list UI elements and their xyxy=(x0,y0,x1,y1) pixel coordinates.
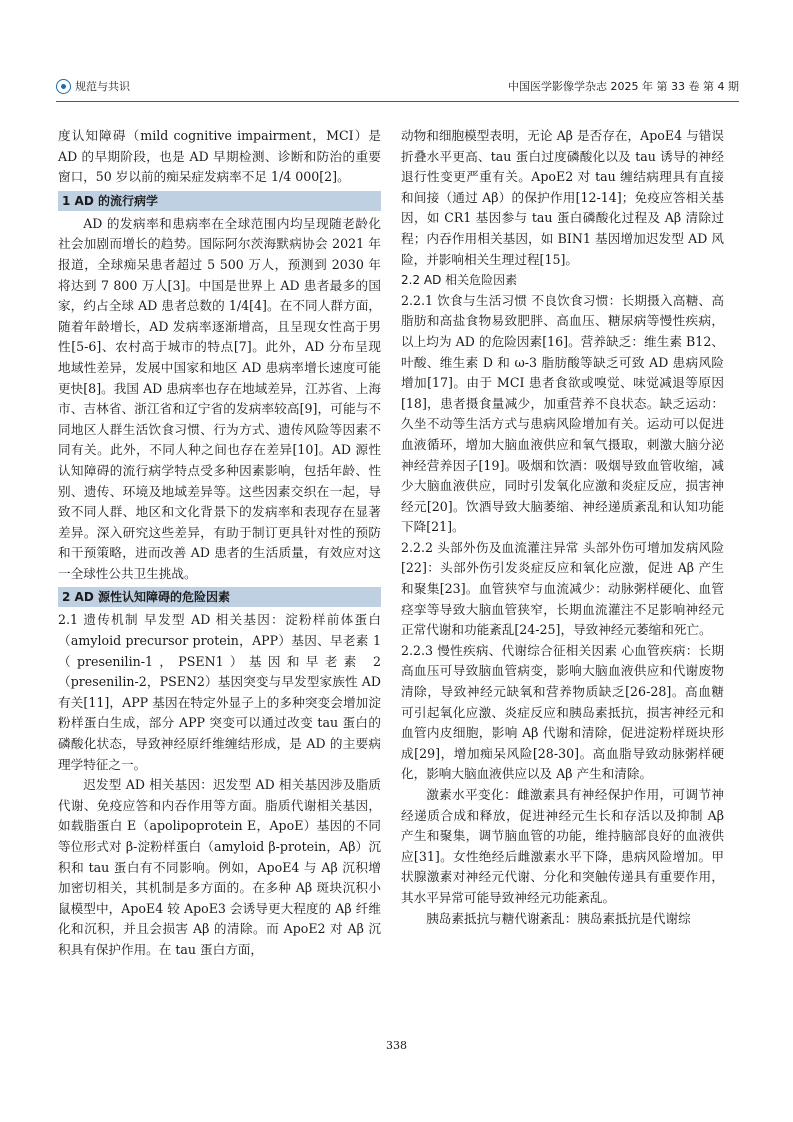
section-2-2-3-paragraph: 2.2.3 慢性疾病、代谢综合征相关因素 心血管疾病：长期高血压可导致脑血管病变，影响大脑血液供应和代谢废物清除，导致神经元缺氧和营养物质缺乏[26-28]。高血糖可引起氧化应激、炎症反应和胰岛素抵抗，损害神经元和血管内皮细胞，影响 Aβ 代谢和清除，促进淀粉样斑块形成[29]，增加痴呆风险[28-30]。高血脂导致动脉粥样硬化，影响大脑血液供应以及 Aβ 产生和清除。 xyxy=(401,642,724,782)
page-header xyxy=(56,74,739,98)
header-divider xyxy=(56,101,739,102)
late-onset-paragraph: 迟发型 AD 相关基因：迟发型 AD 相关基因涉及脂质代谢、免疫应答和内吞作用等方面。脂质代谢相关基因，如载脂蛋白 E（apolipoprotein E，ApoE）基因的不同等位形式对 β-淀粉样蛋白（amyloid β-protein，Aβ）沉积和 tau 蛋白有不同影响。例如，ApoE4 与 Aβ 沉积增加密切相关，其机制是多方面的。在多种 Aβ 斑块沉积小鼠模型中，ApoE4 较 ApoE3 会诱导更大程度的 Aβ 纤维化和沉积，并且会损害 Aβ 的清除。而 ApoE2 对 Aβ 沉积具有保护作用。在 tau 蛋白方面， xyxy=(58,777,381,957)
section-2-2-title: 2.2 AD 相关危险因素 xyxy=(401,273,518,288)
right-column xyxy=(401,126,724,929)
hormone-paragraph: 激素水平变化：雌激素具有神经保护作用，可调节神经递质合成和释放，促进神经元生长和存活以及抑制 Aβ 产生和聚集，调节脑血管的功能，维持脑部良好的血液供应[31]。女性绝经后雌激素水平下降，患病风险增加。甲状腺激素对神经元代谢、分化和突触传递具有重要作用，其水平异常可能导致神经元功能紊乱。 xyxy=(401,787,724,905)
continued-paragraph: 动物和细胞模型表明，无论 Aβ 是否存在，ApoE4 与错误折叠水平更高、tau 蛋白过度磷酸化以及 tau 诱导的神经退行性变更严重有关。ApoE2 对 tau 缠结病理具有直接和间接（通过 Aβ）的保护作用[12-14]；免疫应答相关基因，如 CR1 基因参与 tau 蛋白磷酸化过程及 Aβ 清除过程；内吞作用相关基因，如 BIN1 基因增加迟发型 AD 风险，并影响相关生理过程[15]。 xyxy=(401,128,724,267)
section-brand xyxy=(56,78,130,94)
section-label: 规范与共识 xyxy=(75,80,130,93)
intro-paragraph: 度认知障碍（mild cognitive impairment，MCI）是 AD 的早期阶段，也是 AD 早期检测、诊断和防治的重要窗口，50 岁以前的痴呆症发病率不足 1/4 000[2]。 xyxy=(58,128,381,185)
journal-info: 中国医学影像学杂志 2025 年 第 33 卷 第 4 期 xyxy=(508,80,739,93)
page-number: 338 xyxy=(386,1039,407,1052)
section-1-paragraph: AD 的发病率和患病率在全球范围内均呈现随老龄化社会加剧而增长的趋势。国际阿尔茨海默病协会 2021 年报道，全球痴呆患者超过 5 500 万人，预测到 2030 年将达到 7 800 万人[3]。中国是世界上 AD 患者最多的国家，约占全球 AD 患者总数的 1/4[4]。在不同人群方面，随着年龄增长，AD 发病率逐渐增高，且呈现女性高于男性[5-6]、农村高于城市的特点[7]。此外，AD 分布呈现地域性差异，发展中国家和地区 AD 患病率增长速度可能更快[8]。我国 AD 患病率也存在地域差异，江苏省、上海市、吉林省、浙江省和辽宁省的发病率较高[9]，可能与不同地区人群生活饮食习惯、行为方式、遗传风险等因素不同有关。此外，不同人种之间也存在差异[10]。AD 源性认知障碍的流行病学特点受多种因素影响，包括年龄、性别、遗传、环境及地域差异等。这些因素交织在一起，导致不同人群、地区和文化背景下的发病率和表现存在显著差异。深入研究这些差异，有助于制订更具针对性的预防和干预策略，进而改善 AD 患者的生活质量，有效应对这一全球性公共卫生挑战。 xyxy=(58,215,381,581)
section-1-title: 1 AD 的流行病学 xyxy=(58,191,381,211)
section-2-title: 2 AD 源性认知障碍的危险因素 xyxy=(58,587,381,607)
section-2-2-1-paragraph: 2.2.1 饮食与生活习惯 不良饮食习惯：长期摄入高糖、高脂肪和高盐食物易致肥胖、高血压、糖尿病等慢性疾病，以上均为 AD 的危险因素[16]。营养缺乏：维生素 B12、叶酸、维生素 D 和 ω-3 脂肪酸等缺乏可致 AD 患病风险增加[17]。由于 MCI 患者食欲或嗅觉、味觉减退等原因[18]，患者摄食量减少，加重营养不良状态。缺乏运动：久坐不动等生活方式与患病风险增加有关。运动可以促进血液循环，增加大脑血液供应和氧气摄取，刺激大脑分泌神经营养因子[19]。吸烟和饮酒：吸烟导致血管收缩，减少大脑血液供应，同时引发氧化应激和炎症反应，损害神经元[20]。饮酒导致大脑萎缩、神经递质紊乱和认知功能下降[21]。 xyxy=(401,292,724,535)
insulin-paragraph: 胰岛素抵抗与糖代谢紊乱：胰岛素抵抗是代谢综 xyxy=(426,910,691,926)
section-2-2-2-paragraph: 2.2.2 头部外伤及血流灌注异常 头部外伤可增加发病风险[22]：头部外伤引发炎症反应和氧化应激，促进 Aβ 产生和聚集[23]。血管狭窄与血流减少：动脉粥样硬化、血管痉挛等导致大脑血管狭窄，长期血流灌注不足影响神经元正常代谢和功能紊乱[24-25]，导致神经元萎缩和死亡。 xyxy=(401,539,724,638)
section-2-1-paragraph: 2.1 遗传机制 早发型 AD 相关基因：淀粉样前体蛋白（amyloid precursor protein，APP）基因、早老素 1（presenilin-1，PSEN1）基因和早老素 2（presenilin-2，PSEN2）基因突变与早发型家族性 AD 有关[11]，APP 基因在特定外显子上的多种突变会增加淀粉样蛋白生成，部分 APP 突变可以通过改变 tau 蛋白的磷酸化状态，导致神经原纤维缠结形成，是 AD 的主要病理学特征之一。 xyxy=(58,612,381,772)
journal-logo-icon xyxy=(56,79,71,94)
left-column xyxy=(58,126,381,961)
